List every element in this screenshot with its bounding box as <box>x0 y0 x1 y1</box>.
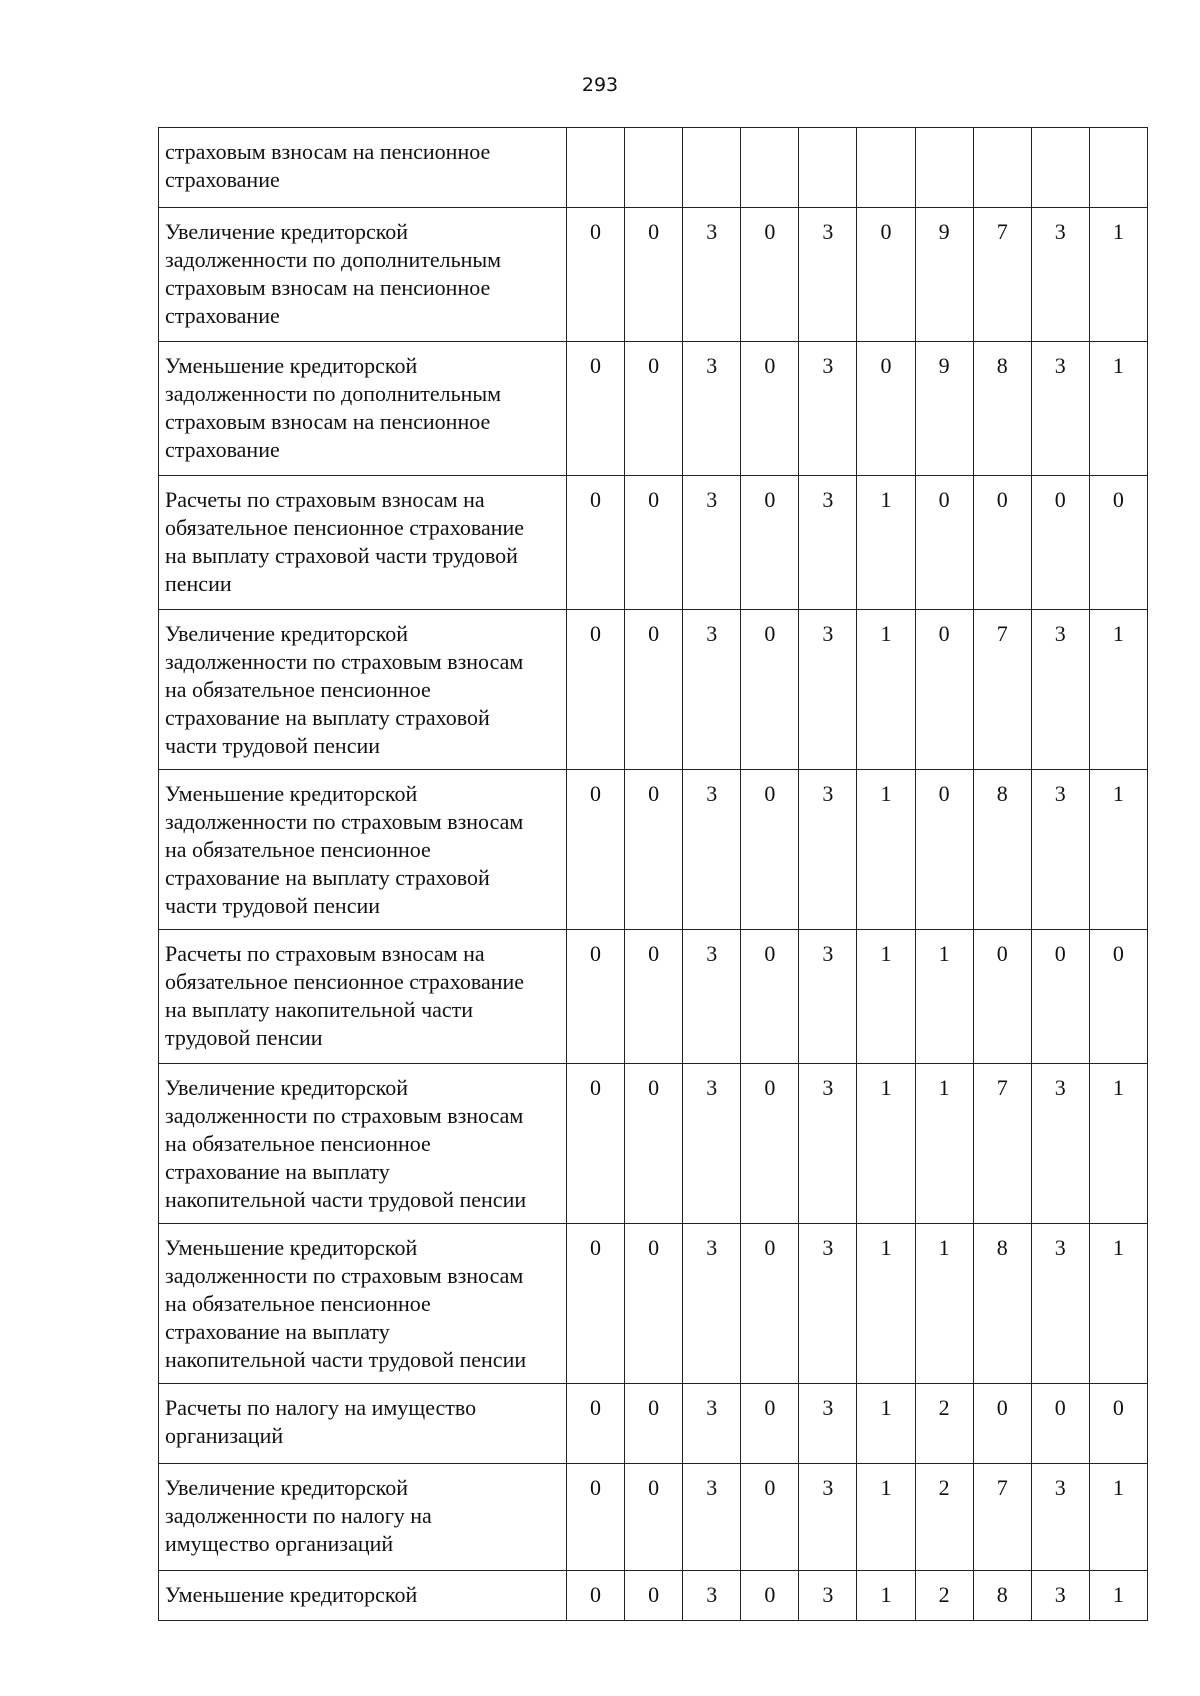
code-digit-cell <box>1089 128 1147 208</box>
row-description <box>159 476 567 610</box>
code-digit-cell: 9 <box>915 208 973 342</box>
code-digit-cell <box>799 128 857 208</box>
description-line: Расчеты по налогу на имущество <box>165 1395 477 1420</box>
row-description <box>159 1571 567 1621</box>
description-line: Уменьшение кредиторской <box>165 1582 418 1607</box>
code-digit-cell: 3 <box>799 476 857 610</box>
code-digit-cell: 1 <box>1089 1464 1147 1571</box>
code-digit-cell: 3 <box>1031 770 1089 930</box>
code-digit-cell <box>857 128 915 208</box>
description-line: Расчеты по страховым взносам на <box>165 487 485 512</box>
code-digit-cell: 0 <box>857 208 915 342</box>
code-digit-cell: 0 <box>741 1571 799 1621</box>
code-digit-cell: 0 <box>741 1464 799 1571</box>
code-digit-cell: 0 <box>1031 930 1089 1064</box>
table-row <box>159 476 1148 610</box>
description-line: на обязательное пенсионное <box>165 677 431 702</box>
code-digit-cell: 7 <box>973 610 1031 770</box>
code-digit-cell: 0 <box>1031 476 1089 610</box>
description-line: накопительной части трудовой пенсии <box>165 1187 527 1212</box>
row-description <box>159 1384 567 1464</box>
description-line: Увеличение кредиторской <box>165 1475 409 1500</box>
code-digit-cell: 8 <box>973 342 1031 476</box>
description-line: на обязательное пенсионное <box>165 1291 431 1316</box>
code-digit-cell: 1 <box>857 1464 915 1571</box>
code-digit-cell: 3 <box>1031 1464 1089 1571</box>
code-digit-cell: 9 <box>915 342 973 476</box>
code-digit-cell: 3 <box>799 1224 857 1384</box>
code-digit-cell: 7 <box>973 1064 1031 1224</box>
code-digit-cell: 0 <box>567 1571 625 1621</box>
code-digit-cell: 0 <box>625 1571 683 1621</box>
table-body <box>159 128 1148 1621</box>
table-row <box>159 1384 1148 1464</box>
code-digit-cell: 0 <box>567 1064 625 1224</box>
code-digit-cell: 0 <box>625 208 683 342</box>
code-digit-cell: 1 <box>857 930 915 1064</box>
code-digit-cell: 1 <box>1089 610 1147 770</box>
code-digit-cell: 0 <box>567 1224 625 1384</box>
code-digit-cell: 0 <box>741 1064 799 1224</box>
table-row <box>159 1064 1148 1224</box>
code-digit-cell: 3 <box>1031 1571 1089 1621</box>
code-digit-cell: 1 <box>857 610 915 770</box>
code-digit-cell: 0 <box>1089 476 1147 610</box>
code-digit-cell: 0 <box>1031 1384 1089 1464</box>
code-digit-cell: 0 <box>741 930 799 1064</box>
code-digit-cell: 1 <box>1089 1064 1147 1224</box>
description-line: на выплату страховой части трудовой <box>165 543 518 568</box>
description-line: части трудовой пенсии <box>165 893 381 918</box>
code-digit-cell: 0 <box>625 1224 683 1384</box>
table-row <box>159 770 1148 930</box>
description-line: задолженности по страховым взносам <box>165 1103 524 1128</box>
code-digit-cell: 0 <box>625 610 683 770</box>
code-digit-cell: 3 <box>1031 1064 1089 1224</box>
code-digit-cell: 0 <box>567 930 625 1064</box>
description-line: страхование <box>165 437 280 462</box>
description-line: пенсии <box>165 571 232 596</box>
description-line: задолженности по дополнительным <box>165 247 502 272</box>
code-digit-cell: 1 <box>1089 1224 1147 1384</box>
code-digit-cell <box>973 128 1031 208</box>
code-digit-cell: 1 <box>857 1224 915 1384</box>
code-digit-cell: 0 <box>1089 1384 1147 1464</box>
code-digit-cell: 0 <box>625 476 683 610</box>
code-digit-cell <box>915 128 973 208</box>
description-line: организаций <box>165 1423 284 1448</box>
row-description <box>159 208 567 342</box>
row-description <box>159 930 567 1064</box>
code-digit-cell: 1 <box>857 1384 915 1464</box>
table-row <box>159 1571 1148 1621</box>
code-digit-cell <box>625 128 683 208</box>
table-row <box>159 610 1148 770</box>
code-digit-cell: 1 <box>1089 1571 1147 1621</box>
code-digit-cell: 0 <box>973 476 1031 610</box>
code-digit-cell: 3 <box>799 1384 857 1464</box>
description-line: Уменьшение кредиторской <box>165 353 418 378</box>
description-line: задолженности по страховым взносам <box>165 1263 524 1288</box>
code-digit-cell: 0 <box>741 770 799 930</box>
description-line: Увеличение кредиторской <box>165 219 409 244</box>
code-digit-cell: 3 <box>683 208 741 342</box>
code-digit-cell: 3 <box>1031 610 1089 770</box>
code-digit-cell: 0 <box>1089 930 1147 1064</box>
code-digit-cell: 1 <box>1089 770 1147 930</box>
budget-code-table <box>158 127 1148 1621</box>
code-digit-cell: 0 <box>567 208 625 342</box>
description-line: задолженности по дополнительным <box>165 381 502 406</box>
code-digit-cell: 0 <box>625 1464 683 1571</box>
code-digit-cell: 0 <box>567 1384 625 1464</box>
code-digit-cell: 1 <box>1089 342 1147 476</box>
code-digit-cell: 1 <box>915 1064 973 1224</box>
code-digit-cell: 0 <box>567 770 625 930</box>
code-digit-cell: 3 <box>1031 208 1089 342</box>
code-digit-cell: 3 <box>683 1571 741 1621</box>
code-digit-cell <box>567 128 625 208</box>
code-digit-cell: 0 <box>741 476 799 610</box>
code-digit-cell: 0 <box>973 930 1031 1064</box>
row-description <box>159 1224 567 1384</box>
code-digit-cell: 3 <box>683 342 741 476</box>
table-row <box>159 128 1148 208</box>
code-digit-cell: 0 <box>915 476 973 610</box>
code-digit-cell: 1 <box>1089 208 1147 342</box>
table-row <box>159 1224 1148 1384</box>
page-number: 293 <box>581 74 619 96</box>
code-digit-cell: 3 <box>683 770 741 930</box>
description-line: страховым взносам на пенсионное <box>165 275 491 300</box>
code-digit-cell: 0 <box>567 1464 625 1571</box>
code-digit-cell: 3 <box>799 1464 857 1571</box>
description-line: на обязательное пенсионное <box>165 837 431 862</box>
description-line: трудовой пенсии <box>165 1025 323 1050</box>
code-digit-cell: 7 <box>973 1464 1031 1571</box>
description-line: страхование на выплату страховой <box>165 865 490 890</box>
description-line: страхование <box>165 167 280 192</box>
description-line: на обязательное пенсионное <box>165 1131 431 1156</box>
code-digit-cell: 3 <box>799 342 857 476</box>
code-digit-cell: 0 <box>857 342 915 476</box>
description-line: страхование на выплату страховой <box>165 705 490 730</box>
code-digit-cell: 1 <box>857 1064 915 1224</box>
code-digit-cell: 0 <box>741 1224 799 1384</box>
code-digit-cell: 8 <box>973 770 1031 930</box>
description-line: части трудовой пенсии <box>165 733 381 758</box>
table-row <box>159 1464 1148 1571</box>
description-line: страхование <box>165 303 280 328</box>
code-digit-cell <box>683 128 741 208</box>
row-description <box>159 128 567 208</box>
code-digit-cell: 1 <box>915 930 973 1064</box>
description-line: накопительной части трудовой пенсии <box>165 1347 527 1372</box>
description-line: Уменьшение кредиторской <box>165 781 418 806</box>
code-digit-cell: 0 <box>915 770 973 930</box>
description-line: задолженности по страховым взносам <box>165 809 524 834</box>
description-line: страхование на выплату <box>165 1159 390 1184</box>
code-digit-cell: 3 <box>683 1224 741 1384</box>
code-digit-cell: 1 <box>915 1224 973 1384</box>
code-digit-cell: 3 <box>799 770 857 930</box>
description-line: страхование на выплату <box>165 1319 390 1344</box>
code-digit-cell: 3 <box>1031 342 1089 476</box>
table-row <box>159 930 1148 1064</box>
code-digit-cell: 3 <box>683 610 741 770</box>
code-digit-cell: 1 <box>857 1571 915 1621</box>
row-description <box>159 1464 567 1571</box>
code-digit-cell: 0 <box>567 342 625 476</box>
code-digit-cell: 0 <box>625 342 683 476</box>
code-digit-cell <box>1031 128 1089 208</box>
code-digit-cell: 8 <box>973 1224 1031 1384</box>
description-line: обязательное пенсионное страхование <box>165 969 525 994</box>
code-digit-cell: 0 <box>625 930 683 1064</box>
code-digit-cell: 3 <box>1031 1224 1089 1384</box>
description-line: Уменьшение кредиторской <box>165 1235 418 1260</box>
table-row <box>159 342 1148 476</box>
code-digit-cell: 1 <box>857 770 915 930</box>
code-digit-cell: 3 <box>799 1064 857 1224</box>
code-digit-cell: 3 <box>683 476 741 610</box>
row-description <box>159 770 567 930</box>
code-digit-cell: 3 <box>799 930 857 1064</box>
code-digit-cell: 0 <box>741 208 799 342</box>
code-digit-cell: 3 <box>799 208 857 342</box>
code-digit-cell: 0 <box>567 476 625 610</box>
code-digit-cell: 2 <box>915 1464 973 1571</box>
description-line: имущество организаций <box>165 1531 394 1556</box>
row-description <box>159 610 567 770</box>
code-digit-cell: 0 <box>741 342 799 476</box>
code-digit-cell: 7 <box>973 208 1031 342</box>
row-description <box>159 1064 567 1224</box>
code-digit-cell: 3 <box>799 610 857 770</box>
description-line: Расчеты по страховым взносам на <box>165 941 485 966</box>
description-line: Увеличение кредиторской <box>165 621 409 646</box>
description-line: задолженности по страховым взносам <box>165 649 524 674</box>
row-description <box>159 342 567 476</box>
code-digit-cell: 2 <box>915 1571 973 1621</box>
code-digit-cell: 3 <box>683 930 741 1064</box>
code-digit-cell: 0 <box>741 1384 799 1464</box>
code-digit-cell: 0 <box>625 1064 683 1224</box>
code-digit-cell: 3 <box>683 1384 741 1464</box>
code-digit-cell: 1 <box>857 476 915 610</box>
code-digit-cell: 2 <box>915 1384 973 1464</box>
description-line: обязательное пенсионное страхование <box>165 515 525 540</box>
code-digit-cell: 0 <box>567 610 625 770</box>
description-line: на выплату накопительной части <box>165 997 474 1022</box>
code-digit-cell: 0 <box>741 610 799 770</box>
code-digit-cell: 0 <box>915 610 973 770</box>
description-line: задолженности по налогу на <box>165 1503 432 1528</box>
code-digit-cell: 3 <box>683 1064 741 1224</box>
code-digit-cell: 0 <box>625 770 683 930</box>
description-line: страховым взносам на пенсионное <box>165 139 491 164</box>
code-digit-cell: 3 <box>683 1464 741 1571</box>
code-digit-cell <box>741 128 799 208</box>
table-row <box>159 208 1148 342</box>
description-line: Увеличение кредиторской <box>165 1075 409 1100</box>
description-line: страховым взносам на пенсионное <box>165 409 491 434</box>
code-digit-cell: 8 <box>973 1571 1031 1621</box>
code-digit-cell: 3 <box>799 1571 857 1621</box>
code-digit-cell: 0 <box>625 1384 683 1464</box>
code-digit-cell: 0 <box>973 1384 1031 1464</box>
